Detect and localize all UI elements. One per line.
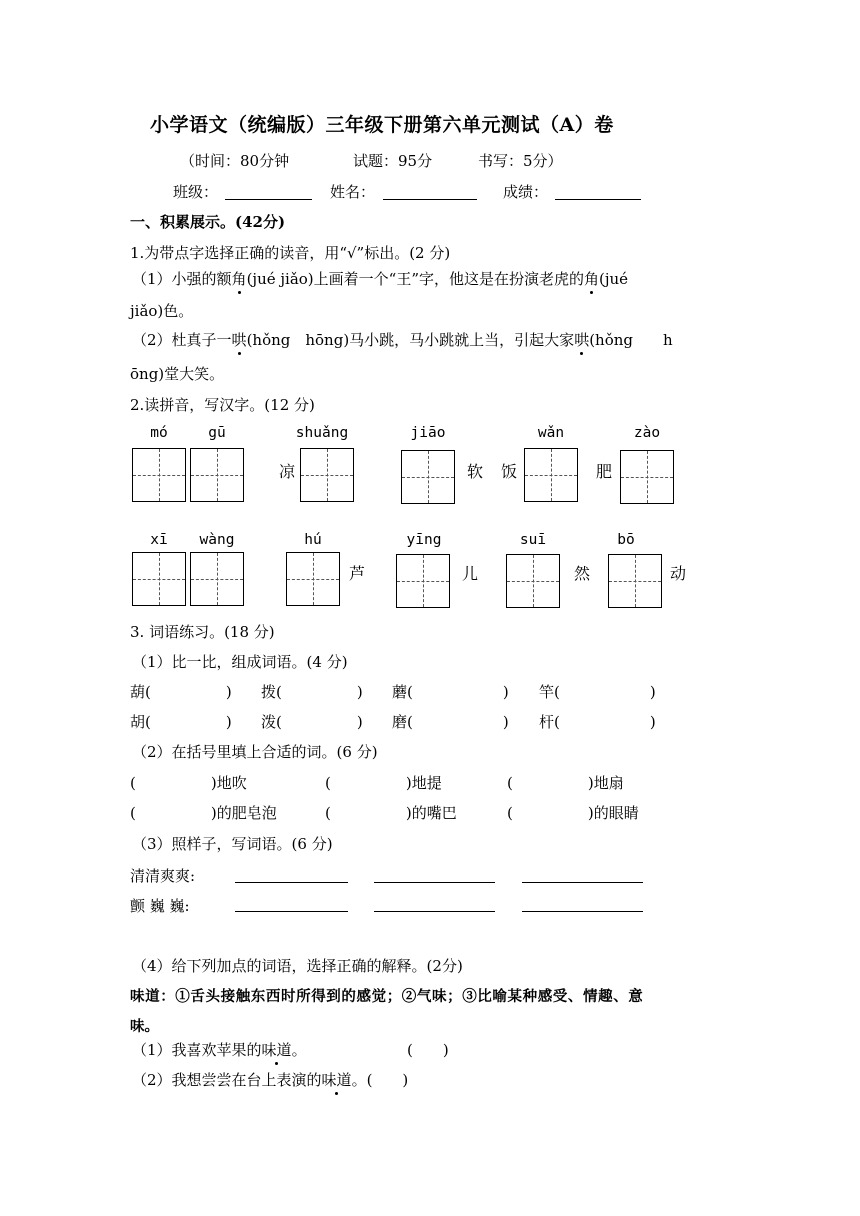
pinyin-label: shuǎng	[295, 425, 349, 441]
q1-item1-text: (jué	[599, 270, 629, 288]
q1-item1-cont: jiǎo)色。	[130, 302, 194, 320]
dotted-char: 角	[583, 270, 599, 288]
fill-item: ( )地吹	[130, 774, 247, 792]
dotted-word: 味道	[321, 1071, 352, 1089]
pinyin-label: gū	[208, 425, 226, 441]
answer-line[interactable]	[522, 911, 643, 912]
question-3-title: 3. 词语练习。(18 分)	[130, 623, 275, 641]
dotted-char: 哄	[574, 331, 590, 349]
writing-info: 书写：5分）	[478, 152, 563, 170]
pinyin-label: suī	[519, 532, 547, 548]
writing-grid-box[interactable]	[396, 554, 450, 608]
grade-field[interactable]	[555, 199, 641, 200]
pinyin-label: mó	[150, 425, 168, 441]
given-char: 肥	[596, 462, 613, 481]
meaning-definition: 味道：①舌头接触东西时所得到的感觉；②气味；③比喻某种感受、情趣、意	[130, 988, 644, 1005]
compare-item: 泼( )	[261, 713, 363, 731]
fill-item: ( )的眼睛	[507, 804, 639, 822]
compare-item: 竿( )	[539, 683, 656, 701]
sentence-text: 。	[291, 1041, 307, 1059]
sentence-text: （1）我喜欢苹果的	[132, 1041, 262, 1059]
answer-line[interactable]	[374, 911, 495, 912]
writing-grid-box[interactable]	[286, 552, 340, 606]
answer-paren[interactable]: ( )	[407, 1041, 449, 1059]
writing-grid-box[interactable]	[132, 552, 186, 606]
sentence-1	[132, 1039, 307, 1060]
dotted-char: 角	[231, 270, 247, 288]
q1-item1-text: （1）小强的额	[132, 270, 232, 288]
dotted-char: 哄	[231, 331, 247, 349]
given-char: 然	[574, 564, 591, 583]
q1-item2-cont: ōng)堂大笑。	[130, 365, 225, 383]
grade-label: 成绩：	[503, 183, 549, 201]
pinyin-label: hú	[304, 532, 322, 548]
writing-grid-box[interactable]	[620, 450, 674, 504]
pinyin-label: jiāo	[410, 425, 446, 441]
fill-item: ( )的嘴巴	[325, 804, 457, 822]
compare-item: 杆( )	[539, 713, 656, 731]
pinyin-label: yīng	[406, 532, 442, 548]
given-char: 软	[467, 462, 484, 481]
fill-item: ( )地扇	[507, 774, 624, 792]
time-info: （时间：80分钟	[180, 152, 290, 170]
compare-item: 拨( )	[261, 683, 363, 701]
fill-item: ( )地提	[325, 774, 442, 792]
answer-line[interactable]	[522, 882, 643, 883]
fill-item: ( )的肥皂泡	[130, 804, 277, 822]
page-title: 小学语文（统编版）三年级下册第六单元测试（A）卷	[150, 114, 614, 136]
writing-grid-box[interactable]	[300, 448, 354, 502]
score-info: 试题：95分	[353, 152, 433, 170]
name-field[interactable]	[383, 199, 477, 200]
writing-grid-box[interactable]	[608, 554, 662, 608]
question-2-title: 2.读拼音，写汉字。(12 分)	[130, 396, 315, 414]
answer-line[interactable]	[374, 882, 495, 883]
given-char: 凉	[279, 462, 296, 481]
pinyin-label: zào	[633, 425, 661, 441]
q3-sub4: （4）给下列加点的词语，选择正确的解释。(2分)	[132, 957, 463, 975]
compare-item: 葫( )	[130, 683, 232, 701]
q3-sub1: （1）比一比，组成词语。(4 分)	[132, 653, 348, 671]
writing-grid-box[interactable]	[190, 552, 244, 606]
answer-line[interactable]	[235, 911, 348, 912]
question-1-title: 1.为带点字选择正确的读音，用“√”标出。(2 分)	[130, 244, 451, 262]
q3-sub3: （3）照样子，写词语。(6 分)	[132, 835, 333, 853]
given-char: 动	[670, 564, 687, 583]
writing-grid-box[interactable]	[190, 448, 244, 502]
pinyin-label: xī	[150, 532, 168, 548]
pinyin-label: wǎn	[537, 425, 565, 441]
q1-item2	[132, 329, 673, 350]
writing-grid-box[interactable]	[132, 448, 186, 502]
pinyin-label: bō	[617, 532, 635, 548]
writing-grid-box[interactable]	[524, 448, 578, 502]
writing-grid-box[interactable]	[506, 554, 560, 608]
class-field[interactable]	[225, 199, 312, 200]
q1-item2-text: （2）杜真子一	[132, 331, 232, 349]
dotted-word: 味道	[261, 1041, 292, 1059]
name-label: 姓名：	[330, 183, 376, 201]
meaning-definition-cont: 味。	[130, 1018, 159, 1035]
sentence-text: （2）我想尝尝在台上表演的	[132, 1071, 322, 1089]
sentence-text: 。( )	[351, 1071, 409, 1089]
q1-item2-text: (hǒng h	[589, 331, 673, 349]
writing-grid-box[interactable]	[401, 450, 455, 504]
section-heading: 一、积累展示。(42分)	[130, 213, 286, 231]
compare-item: 磨( )	[392, 713, 509, 731]
example-word: 清清爽爽:	[130, 867, 196, 885]
pinyin-label: wàng	[199, 532, 235, 548]
q1-item1-text: (jué jiǎo)上画着一个“王”字，他这是在扮演老虎的	[246, 270, 584, 288]
sentence-2	[132, 1069, 408, 1090]
compare-item: 蘑( )	[392, 683, 509, 701]
answer-line[interactable]	[235, 882, 348, 883]
q1-item1	[132, 268, 628, 289]
class-label: 班级：	[173, 183, 219, 201]
compare-item: 胡( )	[130, 713, 232, 731]
q3-sub2: （2）在括号里填上合适的词。(6 分)	[132, 743, 378, 761]
given-char: 饭	[501, 462, 518, 481]
given-char: 儿	[462, 564, 479, 583]
q1-item2-text: (hǒng hōng)马小跳，马小跳就上当，引起大家	[246, 331, 575, 349]
example-word: 颤 巍 巍:	[130, 897, 190, 915]
given-char: 芦	[349, 564, 366, 583]
